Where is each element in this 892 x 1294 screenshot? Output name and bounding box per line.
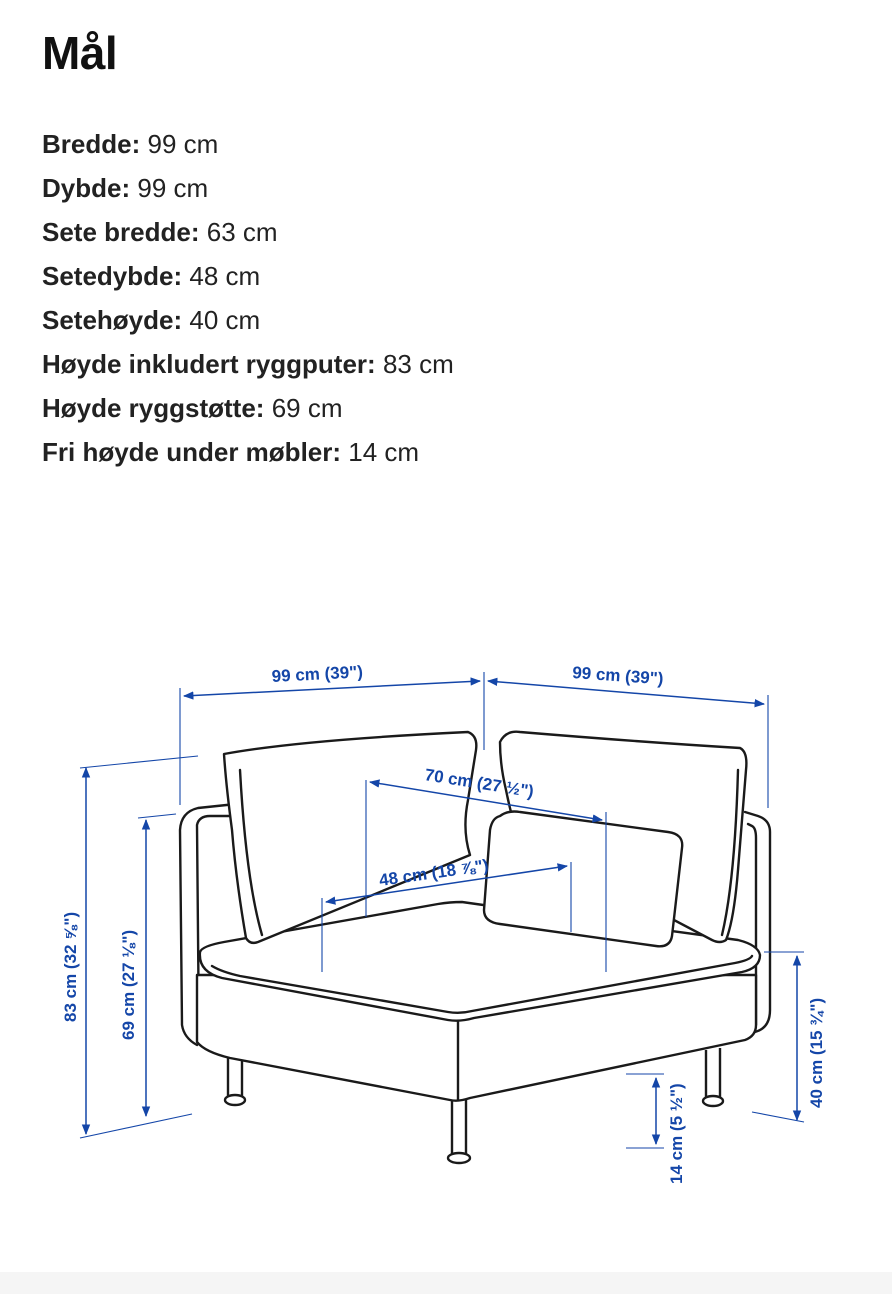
spec-width [42,124,454,168]
spec-value: 69 cm [271,393,343,423]
spec-value: 99 cm [147,129,219,159]
spec-label: Setedybde: [42,261,183,291]
spec-value: 83 cm [382,349,454,379]
width-left-label: 99 cm (39") [271,662,364,686]
spec-depth [42,168,454,212]
spec-backrest-height [42,388,454,432]
page-title: Mål [42,27,118,79]
height-with-cushions-label: 83 cm (32 ⅝") [61,911,80,1022]
spec-value: 40 cm [189,305,261,335]
seat-depth-label: 48 cm (18 ⅞") [377,855,490,890]
spec-label: Setehøyde: [42,305,183,335]
backrest-height-label: 69 cm (27 ⅛") [119,929,138,1040]
spec-seat-height [42,300,454,344]
sofa-leg-front [452,1098,466,1159]
dimension-list [42,124,454,476]
spec-value: 48 cm [189,261,261,291]
spec-label: Høyde ryggstøtte: [42,393,265,423]
spec-height-with-cushions [42,344,454,388]
spec-value: 99 cm [137,173,209,203]
clearance-label: 14 cm (5 ½") [667,1083,686,1184]
spec-label: Fri høyde under møbler: [42,437,342,467]
sofa-dimension-drawing [0,580,892,1280]
spec-seat-depth [42,256,454,300]
inner-depth-label: 70 cm (27 ½") [423,765,536,802]
width-right-label: 99 cm (39") [571,663,665,689]
spec-value: 63 cm [206,217,278,247]
spec-label: Høyde inkludert ryggputer: [42,349,376,379]
spec-label: Sete bredde: [42,217,200,247]
spec-label: Dybde: [42,173,131,203]
page-footer-strip [0,1272,892,1294]
seat-height-label: 40 cm (15 ¾") [807,997,826,1108]
spec-seat-width [42,212,454,256]
spec-value: 14 cm [348,437,420,467]
width-left-line [184,681,480,696]
spec-label: Bredde: [42,129,141,159]
scatter-cushion [484,812,682,947]
spec-clearance [42,432,454,476]
